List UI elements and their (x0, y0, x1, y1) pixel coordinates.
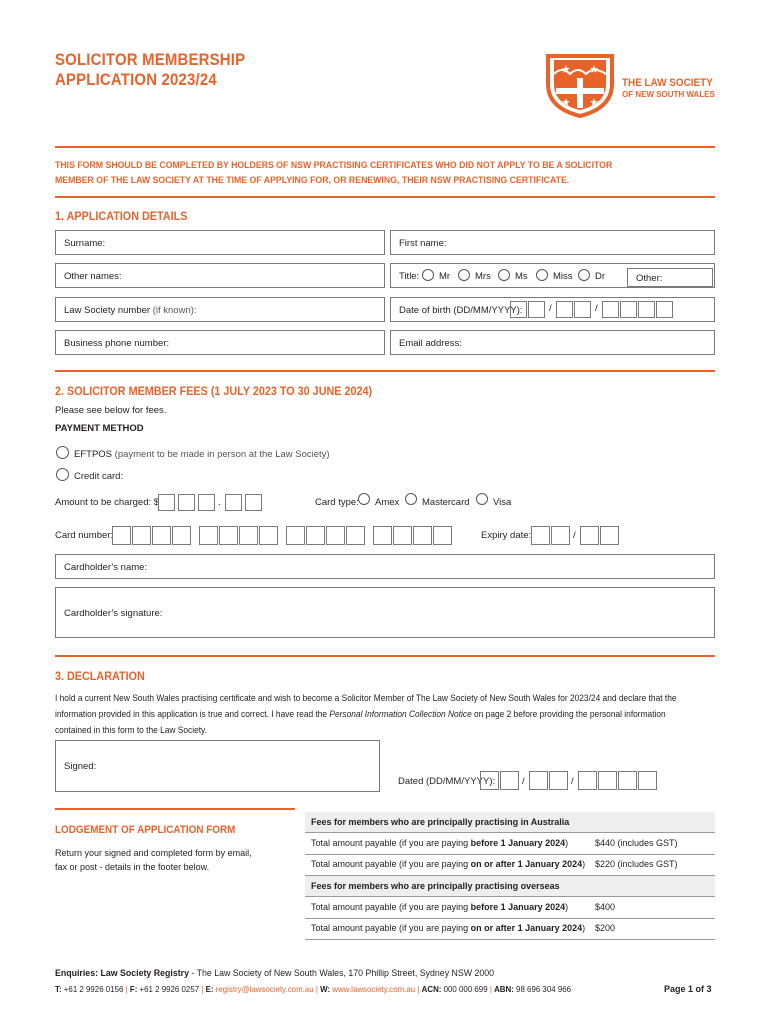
section1-heading: 1. APPLICATION DETAILS (55, 209, 188, 223)
page-title: SOLICITOR MEMBERSHIP APPLICATION 2023/24 (55, 50, 246, 89)
footer-enquiries: Enquiries: Law Society Registry - The Law Society of New South Wales, 170 Phillip Street, Sydney NSW 2000 (55, 968, 495, 978)
card-digit[interactable] (172, 526, 191, 545)
eftpos-radio[interactable] (56, 446, 69, 459)
header-divider (55, 146, 715, 148)
first-name-field[interactable]: First name: (390, 230, 715, 255)
payment-method-heading: PAYMENT METHOD (55, 423, 144, 434)
dated-year-2[interactable] (598, 771, 617, 790)
card-digit[interactable] (306, 526, 325, 545)
title-field: Title: Mr Mrs Ms Miss Dr Other: (390, 263, 715, 288)
fees-overseas-header: Fees for members who are principally practising overseas (305, 876, 715, 897)
dated-month-2[interactable] (549, 771, 568, 790)
card-digit[interactable] (393, 526, 412, 545)
expiry-year-2[interactable] (600, 526, 619, 545)
signature-field[interactable]: Signed: (55, 740, 380, 792)
card-digit[interactable] (286, 526, 305, 545)
fee-row: Total amount payable (if you are paying on or after 1 January 2024) $220 (includes GST) (305, 854, 715, 876)
cardholder-name-field[interactable]: Cardholder’s name: (55, 554, 715, 579)
business-phone-field[interactable]: Business phone number: (55, 330, 385, 355)
expiry-month-1[interactable] (531, 526, 550, 545)
cardholder-signature-field[interactable]: Cardholder’s signature: (55, 587, 715, 638)
fee-row: Total amount payable (if you are paying on or after 1 January 2024) $200 (305, 918, 715, 940)
dob-day-2[interactable] (528, 301, 545, 318)
dated-label: Dated (DD/MM/YYYY): (398, 776, 496, 787)
card-digit[interactable] (259, 526, 278, 545)
section3-divider (55, 655, 715, 657)
law-society-number-field[interactable]: Law Society number (if known): (55, 297, 385, 322)
dated-day-1[interactable] (480, 771, 499, 790)
fee-row: Total amount payable (if you are paying before 1 January 2024) $440 (includes GST) (305, 833, 715, 855)
dated-day-2[interactable] (500, 771, 519, 790)
lodgement-divider (55, 808, 295, 810)
logo-text: THE LAW SOCIETY OF NEW SOUTH WALES (622, 77, 715, 99)
lodgement-heading: LODGEMENT OF APPLICATION FORM (55, 824, 236, 836)
title-dr-radio[interactable] (578, 269, 590, 281)
fee-row: Total amount payable (if you are paying before 1 January 2024) $400 (305, 897, 715, 919)
card-digit[interactable] (373, 526, 392, 545)
notice: THIS FORM SHOULD BE COMPLETED BY HOLDERS OF NSW PRACTISING CERTIFICATES WHO DID NOT APPLY TO BE A SOLICITOR MEMBER OF THE LAW SOCIETY AT THE TIME OF APPLYING FOR, OR RENEWING, THEIR NSW PRACTISING CERTIFICATE. (55, 160, 613, 186)
card-digit[interactable] (199, 526, 218, 545)
section2-heading: 2. SOLICITOR MEMBER FEES (1 JULY 2023 TO 30 JUNE 2024) (55, 384, 373, 398)
card-digit[interactable] (132, 526, 151, 545)
card-digit[interactable] (326, 526, 345, 545)
card-digit[interactable] (413, 526, 432, 545)
credit-card-radio[interactable] (56, 468, 69, 481)
other-names-field[interactable]: Other names: (55, 263, 385, 288)
card-digit[interactable] (239, 526, 258, 545)
title-other-field[interactable]: Other: (627, 268, 713, 287)
amount-digit-2[interactable] (178, 494, 195, 511)
dob-year-1[interactable] (602, 301, 619, 318)
expiry-label: Expiry date: (481, 530, 532, 541)
email-field[interactable]: Email address: (390, 330, 715, 355)
amount-digit-1[interactable] (158, 494, 175, 511)
section1-divider (55, 196, 715, 198)
card-number-label: Card number: (55, 530, 114, 541)
dated-year-3[interactable] (618, 771, 637, 790)
dated-year-4[interactable] (638, 771, 657, 790)
card-digit[interactable] (152, 526, 171, 545)
card-digit[interactable] (219, 526, 238, 545)
footer-contacts: T: +61 2 9926 0156 | F: +61 2 9926 0257 | E: registry@lawsociety.com.au | W: www.lawsociety.com.au | ACN: 000 000 699 | ABN: 98 696 304 966 (55, 984, 572, 994)
declaration-text: I hold a current New South Wales practising certificate and wish to become a Solicitor Member of The Law Society of New South Wales for 2023/24 and declare that the information provided in this application is true and correct. I have read the Personal Information Collection Notice on page 2 before providing the personal information contained in this form to the Law Society. (55, 693, 677, 735)
mastercard-radio[interactable] (405, 493, 417, 505)
dob-year-2[interactable] (620, 301, 637, 318)
amount-cents-2[interactable] (245, 494, 262, 511)
amex-radio[interactable] (358, 493, 370, 505)
law-society-logo (540, 52, 620, 118)
dob-day-1[interactable] (510, 301, 527, 318)
fees-australia-header: Fees for members who are principally practising in Australia (305, 812, 715, 833)
see-below-text: Please see below for fees. (55, 405, 167, 416)
title-mrs-radio[interactable] (458, 269, 470, 281)
dated-month-1[interactable] (529, 771, 548, 790)
amount-cents-1[interactable] (225, 494, 242, 511)
dob-year-4[interactable] (656, 301, 673, 318)
title-mr-radio[interactable] (422, 269, 434, 281)
crest-icon (540, 52, 620, 118)
dob-month-2[interactable] (574, 301, 591, 318)
dated-year-1[interactable] (578, 771, 597, 790)
card-digit[interactable] (346, 526, 365, 545)
amount-label: Amount to be charged: $ (55, 497, 160, 508)
card-digit[interactable] (112, 526, 131, 545)
footer-website-link[interactable]: www.lawsociety.com.au (332, 984, 416, 994)
footer-email-link[interactable]: registry@lawsociety.com.au (215, 984, 314, 994)
expiry-year-1[interactable] (580, 526, 599, 545)
date-of-birth-field: Date of birth (DD/MM/YYYY): (390, 297, 715, 322)
section2-divider (55, 370, 715, 372)
lodgement-text: Return your signed and completed form by email, fax or post - details in the footer below. (55, 848, 252, 872)
expiry-month-2[interactable] (551, 526, 570, 545)
page-number: Page 1 of 3 (664, 984, 712, 994)
visa-radio[interactable] (476, 493, 488, 505)
section3-heading: 3. DECLARATION (55, 669, 145, 683)
title-ms-radio[interactable] (498, 269, 510, 281)
dob-year-3[interactable] (638, 301, 655, 318)
card-type-label: Card type: (315, 497, 359, 508)
card-digit[interactable] (433, 526, 452, 545)
surname-field[interactable]: Surname: (55, 230, 385, 255)
dob-month-1[interactable] (556, 301, 573, 318)
amount-digit-3[interactable] (198, 494, 215, 511)
title-miss-radio[interactable] (536, 269, 548, 281)
